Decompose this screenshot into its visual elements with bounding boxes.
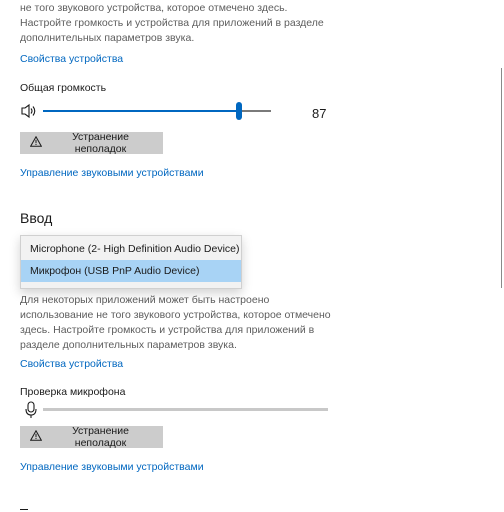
input-section-title: Ввод bbox=[20, 210, 53, 226]
volume-slider-fill bbox=[43, 110, 239, 112]
speaker-icon[interactable] bbox=[20, 103, 38, 119]
output-description: не того звукового устройства, которое отмечено здесь. Настройте громкость и устройства для приложений в разделе дополнительных параметров звука. bbox=[20, 2, 324, 44]
input-troubleshoot-label: Устранение неполадок bbox=[72, 425, 129, 449]
volume-slider-thumb[interactable] bbox=[236, 102, 242, 120]
mic-level-meter bbox=[43, 408, 328, 411]
input-manage-devices-link[interactable]: Управление звуковыми устройствами bbox=[20, 461, 204, 473]
input-device-dropdown[interactable] bbox=[20, 235, 242, 289]
warning-icon bbox=[30, 136, 42, 150]
mic-test-label: Проверка микрофона bbox=[20, 386, 126, 398]
scrollbar[interactable] bbox=[499, 0, 504, 512]
output-troubleshoot-button[interactable] bbox=[20, 132, 163, 154]
input-device-properties-link[interactable]: Свойства устройства bbox=[20, 358, 124, 370]
output-manage-devices-link[interactable]: Управление звуковыми устройствами bbox=[20, 167, 204, 179]
master-volume-label: Общая громкость bbox=[20, 82, 107, 94]
dropdown-option[interactable]: Microphone (2- High Definition Audio Device) bbox=[30, 243, 240, 255]
dropdown-option[interactable]: Микрофон (USB PnP Audio Device) bbox=[21, 260, 241, 282]
next-section-title-partial bbox=[20, 505, 32, 512]
output-troubleshoot-label: Устранение неполадок bbox=[72, 131, 129, 155]
microphone-icon bbox=[24, 401, 38, 419]
input-description: Для некоторых приложений может быть настроено использование не того звукового устройства, которое отмечено здесь. Настройте громкость и устройства для приложений в разделе дополнительных параметров звука. bbox=[20, 294, 331, 351]
volume-slider[interactable] bbox=[43, 102, 271, 120]
warning-icon bbox=[30, 430, 42, 444]
volume-value: 87 bbox=[312, 106, 327, 121]
output-device-properties-link[interactable]: Свойства устройства bbox=[20, 53, 124, 65]
scrollbar-track-line bbox=[501, 68, 502, 288]
input-troubleshoot-button[interactable] bbox=[20, 426, 163, 448]
